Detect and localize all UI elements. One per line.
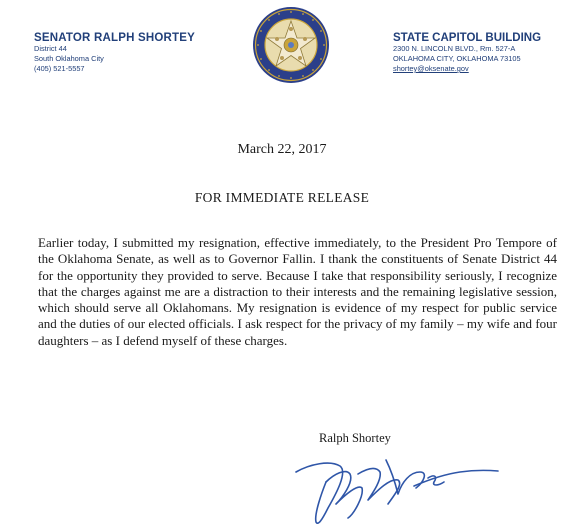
senator-name: SENATOR RALPH SHORTEY <box>34 32 195 44</box>
oklahoma-senate-seal-icon <box>251 5 331 85</box>
letterhead-right <box>393 32 541 74</box>
capitol-building: STATE CAPITOL BUILDING <box>393 32 542 44</box>
city: South Oklahoma City <box>34 54 104 63</box>
street-address: 2300 N. LINCOLN BLVD., Rm. 527-A <box>393 44 516 53</box>
district: District 44 <box>34 44 67 53</box>
phone: (405) 521-5557 <box>34 64 85 73</box>
release-heading: FOR IMMEDIATE RELEASE <box>194 190 370 205</box>
email-link[interactable]: shortey@oksenate.gov <box>393 64 469 73</box>
letter-date: March 22, 2017 <box>237 142 327 157</box>
city-state-zip: OKLAHOMA CITY, OKLAHOMA 73105 <box>393 54 521 63</box>
statement-body: Earlier today, I submitted my resignation, effective immediately, to the President Pro Tempore of the Oklahoma Senate, as well as to Governor Fallin. I thank the constituents of Senate District 44 for the opportunity they provided to serve. Because I take that responsibility seriously, I recognize that the charges against me are a distraction to their interests and the remaining legislative session, which should serve all Oklahomans. My resignation is evidence of my respect for public service and the duties of our elected officials. I ask respect for the privacy of my family – my wife and four daughters – as I defend myself of these charges. <box>38 235 557 348</box>
signer-name: Ralph Shortey <box>319 431 391 445</box>
letterhead-left <box>34 32 195 74</box>
handwritten-signature <box>288 438 508 530</box>
